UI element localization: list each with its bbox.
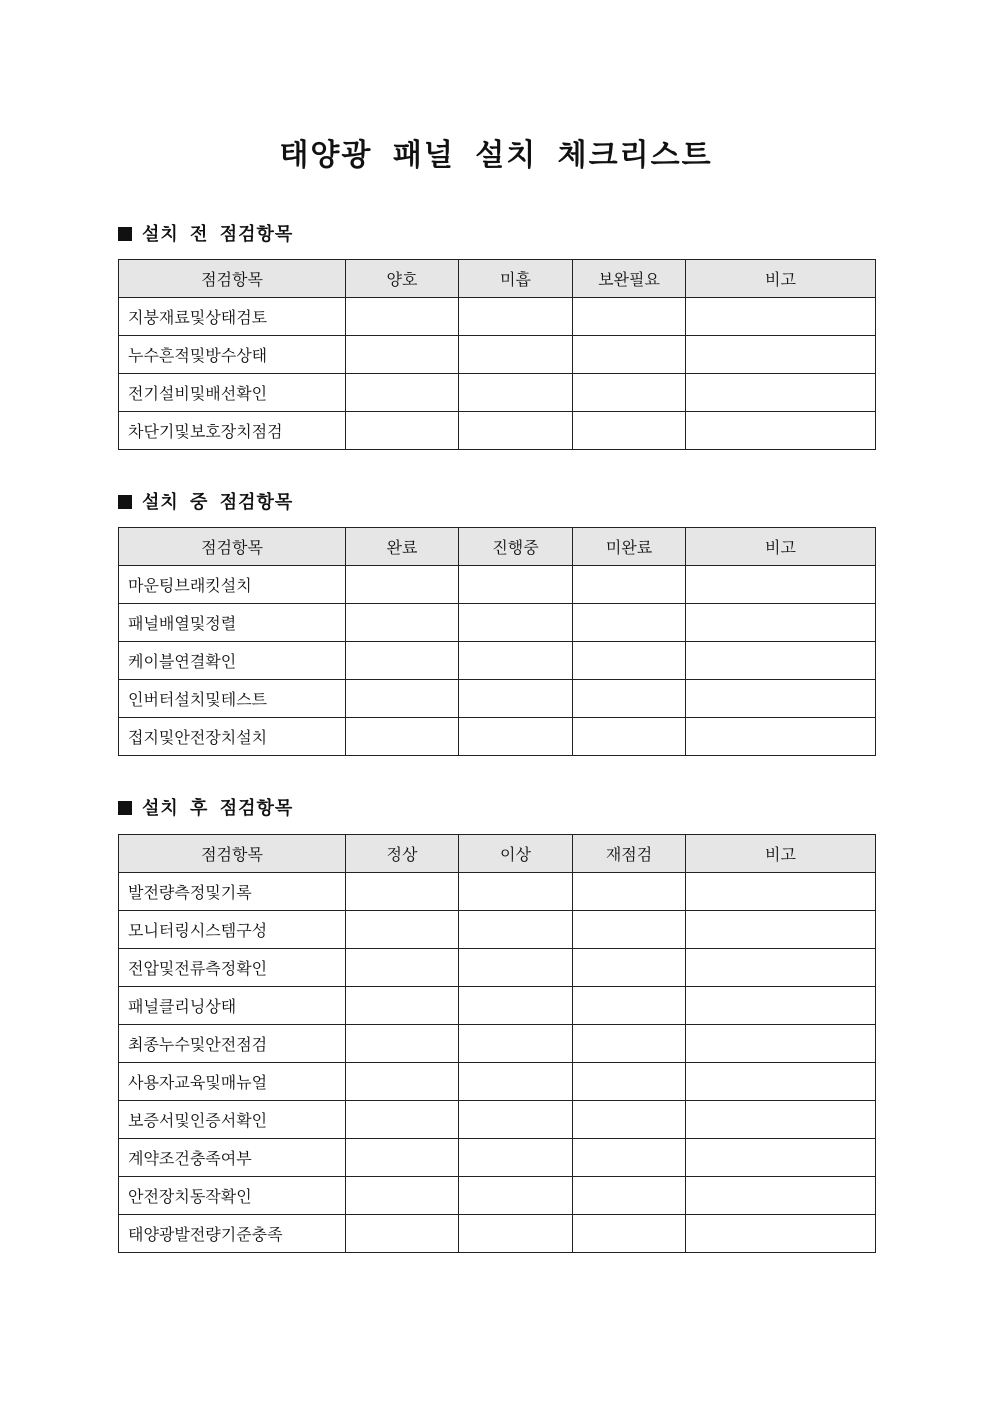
check-item-label: 차단기및보호장치점검 — [119, 412, 346, 450]
table-row — [119, 336, 876, 374]
column-header: 미완료 — [573, 528, 686, 566]
table-row — [119, 1025, 876, 1063]
checklist-table-pre-install — [118, 259, 876, 450]
remarks-cell[interactable] — [686, 873, 876, 911]
check-cell[interactable] — [459, 298, 573, 336]
check-cell[interactable] — [459, 374, 573, 412]
column-header: 비고 — [686, 835, 876, 873]
column-header: 양호 — [346, 260, 459, 298]
check-cell[interactable] — [346, 336, 459, 374]
check-cell[interactable] — [459, 412, 573, 450]
remarks-cell[interactable] — [686, 412, 876, 450]
check-cell[interactable] — [346, 604, 459, 642]
check-cell[interactable] — [346, 911, 459, 949]
check-item-label: 안전장치동작확인 — [119, 1177, 346, 1215]
check-cell[interactable] — [346, 1063, 459, 1101]
remarks-cell[interactable] — [686, 604, 876, 642]
remarks-cell[interactable] — [686, 949, 876, 987]
check-item-label: 계약조건충족여부 — [119, 1139, 346, 1177]
check-cell[interactable] — [346, 566, 459, 604]
remarks-cell[interactable] — [686, 718, 876, 756]
remarks-cell[interactable] — [686, 336, 876, 374]
check-cell[interactable] — [573, 298, 686, 336]
column-header: 미흡 — [459, 260, 573, 298]
column-header: 점검항목 — [119, 260, 346, 298]
column-header: 비고 — [686, 528, 876, 566]
table-row — [119, 642, 876, 680]
table-header-row — [119, 835, 876, 873]
remarks-cell[interactable] — [686, 1101, 876, 1139]
check-cell[interactable] — [459, 642, 573, 680]
check-cell[interactable] — [573, 1177, 686, 1215]
table-row — [119, 718, 876, 756]
remarks-cell[interactable] — [686, 1215, 876, 1253]
check-cell[interactable] — [573, 1025, 686, 1063]
check-cell[interactable] — [346, 1025, 459, 1063]
check-item-label: 발전량측정및기록 — [119, 873, 346, 911]
check-cell[interactable] — [459, 1215, 573, 1253]
square-bullet-icon — [118, 227, 132, 241]
check-item-label: 패널배열및정렬 — [119, 604, 346, 642]
check-cell[interactable] — [346, 873, 459, 911]
check-item-label: 마운팅브래킷설치 — [119, 566, 346, 604]
table-row — [119, 566, 876, 604]
remarks-cell[interactable] — [686, 298, 876, 336]
table-row — [119, 298, 876, 336]
remarks-cell[interactable] — [686, 680, 876, 718]
table-row — [119, 1063, 876, 1101]
check-cell[interactable] — [573, 642, 686, 680]
table-row — [119, 1215, 876, 1253]
section-heading-during-install — [118, 490, 293, 516]
check-item-label: 케이블연결확인 — [119, 642, 346, 680]
check-cell[interactable] — [346, 680, 459, 718]
check-item-label: 모니터링시스템구성 — [119, 911, 346, 949]
table-row — [119, 911, 876, 949]
check-item-label: 인버터설치및테스트 — [119, 680, 346, 718]
check-cell[interactable] — [573, 1063, 686, 1101]
check-cell[interactable] — [573, 412, 686, 450]
check-cell[interactable] — [459, 949, 573, 987]
column-header: 점검항목 — [119, 835, 346, 873]
check-item-label: 접지및안전장치설치 — [119, 718, 346, 756]
remarks-cell[interactable] — [686, 374, 876, 412]
column-header: 점검항목 — [119, 528, 346, 566]
check-cell[interactable] — [573, 873, 686, 911]
remarks-cell[interactable] — [686, 911, 876, 949]
check-cell[interactable] — [573, 1101, 686, 1139]
table-row — [119, 873, 876, 911]
section-heading-post-install — [118, 796, 293, 822]
remarks-cell[interactable] — [686, 987, 876, 1025]
check-item-label: 지붕재료및상태검토 — [119, 298, 346, 336]
check-cell[interactable] — [573, 1215, 686, 1253]
check-item-label: 태양광발전량기준충족 — [119, 1215, 346, 1253]
column-header: 정상 — [346, 835, 459, 873]
check-cell[interactable] — [573, 680, 686, 718]
check-cell[interactable] — [459, 604, 573, 642]
table-row — [119, 604, 876, 642]
square-bullet-icon — [118, 801, 132, 815]
table-row — [119, 1101, 876, 1139]
check-cell[interactable] — [573, 911, 686, 949]
remarks-cell[interactable] — [686, 1025, 876, 1063]
table-row — [119, 680, 876, 718]
check-cell[interactable] — [459, 718, 573, 756]
check-cell[interactable] — [459, 987, 573, 1025]
check-cell[interactable] — [346, 1177, 459, 1215]
checklist-table-during-install — [118, 527, 876, 756]
section-heading-text: 설치 중 점검항목 — [142, 492, 294, 513]
column-header: 진행중 — [459, 528, 573, 566]
check-item-label: 사용자교육및매뉴얼 — [119, 1063, 346, 1101]
table-row — [119, 374, 876, 412]
check-cell[interactable] — [459, 911, 573, 949]
check-cell[interactable] — [346, 642, 459, 680]
table-row — [119, 949, 876, 987]
check-item-label: 패널클리닝상태 — [119, 987, 346, 1025]
check-cell[interactable] — [346, 1215, 459, 1253]
column-header: 보완필요 — [573, 260, 686, 298]
check-cell[interactable] — [346, 718, 459, 756]
check-cell[interactable] — [459, 1177, 573, 1215]
table-row — [119, 1139, 876, 1177]
table-row — [119, 987, 876, 1025]
check-cell[interactable] — [346, 949, 459, 987]
square-bullet-icon — [118, 495, 132, 509]
check-cell[interactable] — [346, 412, 459, 450]
check-cell[interactable] — [573, 604, 686, 642]
section-heading-pre-install — [118, 222, 293, 248]
check-cell[interactable] — [346, 1139, 459, 1177]
check-cell[interactable] — [459, 1139, 573, 1177]
check-cell[interactable] — [346, 987, 459, 1025]
check-cell[interactable] — [459, 1025, 573, 1063]
check-cell[interactable] — [459, 680, 573, 718]
check-cell[interactable] — [459, 566, 573, 604]
section-heading-text: 설치 전 점검항목 — [142, 224, 294, 245]
check-item-label: 전압및전류측정확인 — [119, 949, 346, 987]
check-item-label: 누수흔적및방수상태 — [119, 336, 346, 374]
remarks-cell[interactable] — [686, 642, 876, 680]
table-header-row — [119, 528, 876, 566]
check-cell[interactable] — [346, 1101, 459, 1139]
table-row — [119, 1177, 876, 1215]
check-cell[interactable] — [573, 718, 686, 756]
table-row — [119, 412, 876, 450]
page-title: 태양광 패널 설치 체크리스트 — [279, 138, 713, 173]
table-header-row — [119, 260, 876, 298]
check-cell[interactable] — [573, 987, 686, 1025]
check-cell[interactable] — [573, 566, 686, 604]
check-cell[interactable] — [459, 336, 573, 374]
check-item-label: 보증서및인증서확인 — [119, 1101, 346, 1139]
check-cell[interactable] — [346, 374, 459, 412]
remarks-cell[interactable] — [686, 1139, 876, 1177]
check-cell[interactable] — [459, 1101, 573, 1139]
checklist-table-post-install — [118, 834, 876, 1253]
remarks-cell[interactable] — [686, 1063, 876, 1101]
check-cell[interactable] — [573, 1139, 686, 1177]
check-cell[interactable] — [573, 949, 686, 987]
check-cell[interactable] — [459, 1063, 573, 1101]
column-header: 재점검 — [573, 835, 686, 873]
check-item-label: 최종누수및안전점검 — [119, 1025, 346, 1063]
check-cell[interactable] — [573, 374, 686, 412]
check-item-label: 전기설비및배선확인 — [119, 374, 346, 412]
remarks-cell[interactable] — [686, 1177, 876, 1215]
section-heading-text: 설치 후 점검항목 — [142, 798, 294, 819]
remarks-cell[interactable] — [686, 566, 876, 604]
column-header: 완료 — [346, 528, 459, 566]
column-header: 비고 — [686, 260, 876, 298]
check-cell[interactable] — [459, 873, 573, 911]
check-cell[interactable] — [346, 298, 459, 336]
column-header: 이상 — [459, 835, 573, 873]
check-cell[interactable] — [573, 336, 686, 374]
